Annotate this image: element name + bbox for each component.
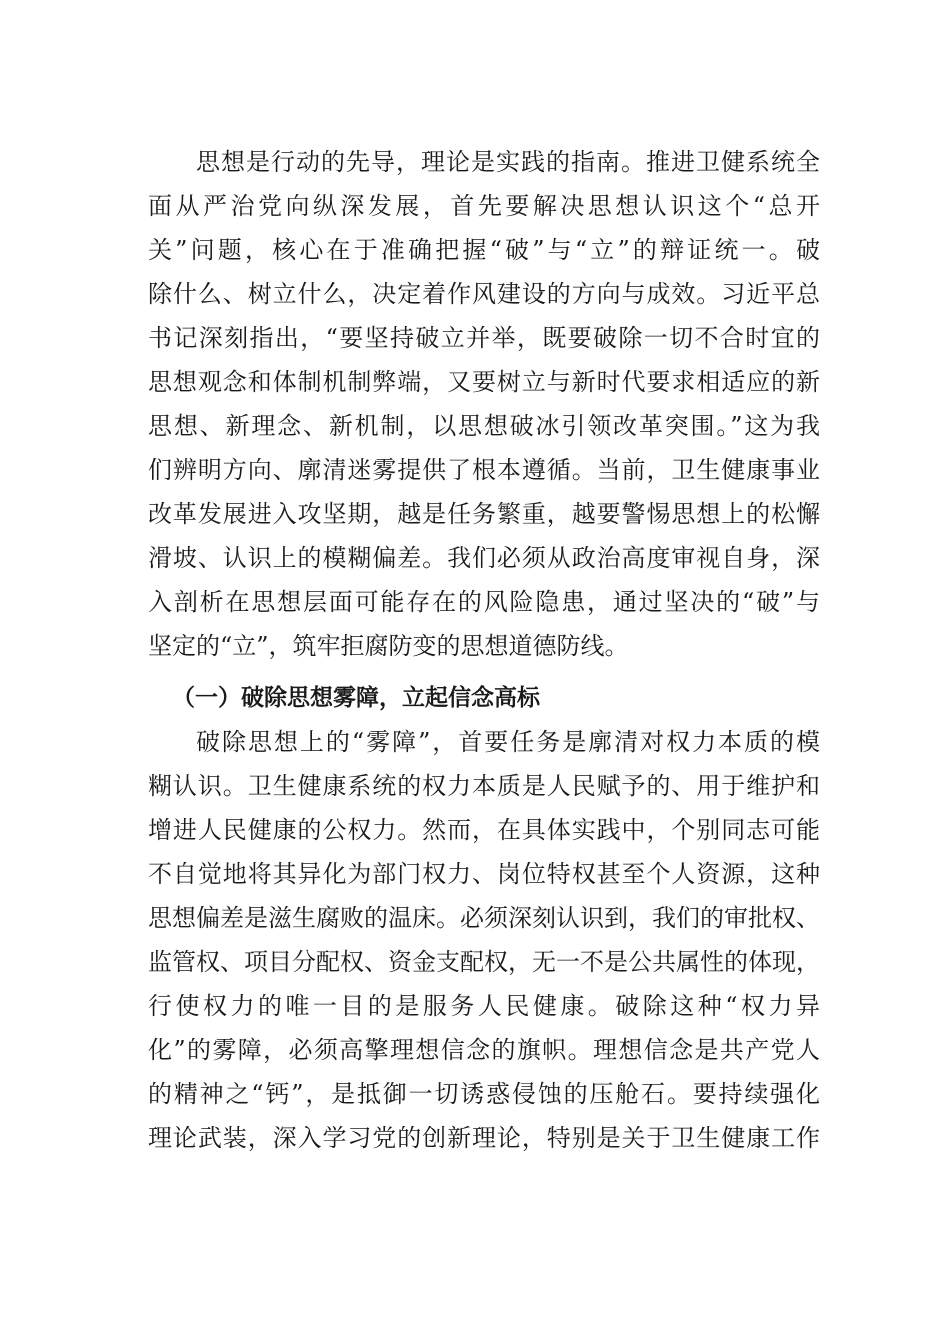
- section-heading: （一）破除思想雾障，立起信念高标: [172, 685, 540, 711]
- paragraph-2-line: 糊认识。卫生健康系统的权力本质是人民赋予的、用于维护和: [148, 772, 820, 800]
- paragraph-1-line: 思想观念和体制机制弊端，又要树立与新时代要求相适应的新: [148, 368, 820, 396]
- paragraph-2-line: 化”的雾障，必须高擎理想信念的旗帜。理想信念是共产党人: [148, 1036, 820, 1064]
- paragraph-1-line: 除什么、树立什么，决定着作风建设的方向与成效。习近平总: [148, 280, 820, 308]
- paragraph-2-line: 增进人民健康的公权力。然而，在具体实践中，个别同志可能: [148, 816, 820, 844]
- paragraph-1-line: 们辨明方向、廓清迷雾提供了根本遵循。当前，卫生健康事业: [148, 456, 820, 484]
- paragraph-1-line: 思想是行动的先导，理论是实践的指南。推进卫健系统全: [196, 148, 820, 176]
- paragraph-1-line: 入剖析在思想层面可能存在的风险隐患，通过坚决的“破”与: [148, 588, 820, 616]
- paragraph-2-line: 监管权、项目分配权、资金支配权，无一不是公共属性的体现，: [148, 948, 820, 976]
- paragraph-1-line: 书记深刻指出，“要坚持破立并举，既要破除一切不合时宜的: [148, 324, 820, 352]
- paragraph-1-line: 关”问题，核心在于准确把握“破”与“立”的辩证统一。破: [148, 236, 820, 264]
- paragraph-1-line: 坚定的“立”，筑牢拒腐防变的思想道德防线。: [148, 632, 629, 660]
- paragraph-1-line: 改革发展进入攻坚期，越是任务繁重，越要警惕思想上的松懈: [148, 500, 820, 528]
- paragraph-1-line: 面从严治党向纵深发展，首先要解决思想认识这个“总开: [148, 192, 820, 220]
- paragraph-2-line: 理论武装，深入学习党的创新理论，特别是关于卫生健康工作: [148, 1124, 820, 1152]
- paragraph-2-line: 思想偏差是滋生腐败的温床。必须深刻认识到，我们的审批权、: [148, 904, 820, 932]
- paragraph-2-line: 行使权力的唯一目的是服务人民健康。破除这种“权力异: [148, 992, 820, 1020]
- paragraph-2-line: 不自觉地将其异化为部门权力、岗位特权甚至个人资源，这种: [148, 860, 820, 888]
- paragraph-1-line: 滑坡、认识上的模糊偏差。我们必须从政治高度审视自身，深: [148, 544, 820, 572]
- paragraph-1-line: 思想、新理念、新机制，以思想破冰引领改革突围。”这为我: [148, 412, 820, 440]
- paragraph-1: [148, 150, 820, 658]
- paragraph-2-line: 破除思想上的“雾障”，首要任务是廓清对权力本质的模: [196, 728, 820, 756]
- paragraph-2-line: 的精神之“钙”，是抵御一切诱惑侵蚀的压舱石。要持续强化: [148, 1080, 820, 1108]
- paragraph-2: [148, 730, 820, 1150]
